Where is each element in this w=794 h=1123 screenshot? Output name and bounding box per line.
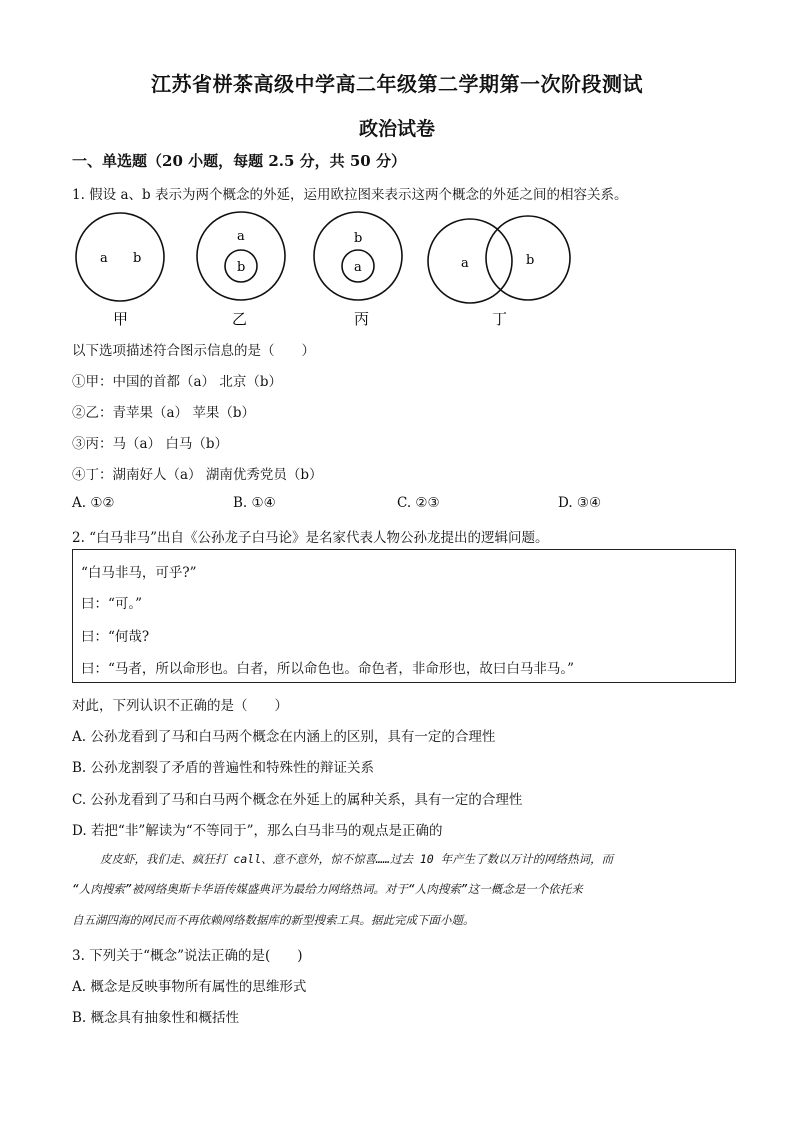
q1-item-2: ②乙：青苹果（a） 苹果（b） <box>72 405 255 421</box>
q1-option-c: C. ②③ <box>397 495 440 511</box>
q2-stem: 2. “白马非马”出自《公孙龙子白马论》是名家代表人物公孙龙提出的逻辑问题。 <box>72 530 549 546</box>
q1-item-3: ③丙：马（a） 白马（b） <box>72 436 228 452</box>
passage-line-1: 皮皮虾，我们走、疯狂打 call、意不意外，惊不惊喜……过去 10 年产生了数以万计的网络热词，而 <box>100 852 614 866</box>
q1-item-4: ④丁：湖南好人（a） 湖南优秀党员（b） <box>72 467 323 483</box>
ding-caption: 丁 <box>492 310 508 328</box>
q3-option-b: B. 概念具有抽象性和概括性 <box>72 1010 240 1026</box>
q2-option-b: B. 公孙龙割裂了矛盾的普遍性和特殊性的辩证关系 <box>72 760 375 776</box>
bing-caption: 丙 <box>354 310 370 328</box>
q1-option-a: A. ①② <box>72 495 115 511</box>
jia-b-label: b <box>133 251 142 266</box>
jia-a-label: a <box>100 251 108 266</box>
q2-quote-line-4: 曰：“马者，所以命形也。白者，所以命色也。命色者，非命形也，故曰白马非马。” <box>81 661 575 677</box>
bing-inner-label: a <box>354 260 362 275</box>
yi-caption: 乙 <box>232 310 248 328</box>
yi-inner-label: b <box>237 260 246 275</box>
passage-line-3: 自五湖四海的网民而不再依赖网络数据库的新型搜索工具。据此完成下面小题。 <box>72 913 475 927</box>
ding-a-label: a <box>461 256 469 271</box>
q2-option-a: A. 公孙龙看到了马和白马两个概念在内涵上的区别，具有一定的合理性 <box>72 729 496 745</box>
q1-option-d: D. ③④ <box>558 495 602 511</box>
q2-quote-line-2: 曰：“可。” <box>81 596 143 612</box>
q1-prompt: 以下选项描述符合图示信息的是（ ） <box>72 343 315 359</box>
q2-quote-box <box>72 549 736 683</box>
exam-subtitle: 政治试卷 <box>358 118 435 140</box>
q2-quote-line-1: “白马非马，可乎?” <box>81 565 197 581</box>
yi-outer-label: a <box>237 229 245 244</box>
jia-caption: 甲 <box>113 310 129 328</box>
q2-option-c: C. 公孙龙看到了马和白马两个概念在外延上的属种关系，具有一定的合理性 <box>72 792 523 808</box>
q2-quote-line-3: 曰：“何哉? <box>81 629 150 645</box>
q1-item-1: ①甲：中国的首都（a） 北京（b） <box>72 374 282 390</box>
q1-stem: 1. 假设 a、b 表示为两个概念的外延，运用欧拉图来表示这两个概念的外延之间的相容关系。 <box>72 187 628 203</box>
bing-outer-circle <box>314 212 402 300</box>
jia-circle <box>76 213 164 301</box>
q2-prompt: 对此，下列认识不正确的是（ ） <box>72 698 288 714</box>
passage-line-2: “人肉搜索”被网络奥斯卡华语传媒盛典评为最给力网络热词。对于“人肉搜索”这一概念是一个依托来 <box>72 882 583 896</box>
section-heading: 一、单选题（20 小题，每题 2.5 分，共 50 分） <box>72 152 406 170</box>
exam-title: 江苏省栟茶高级中学高二年级第二学期第一次阶段测试 <box>151 72 643 96</box>
q3-stem: 3. 下列关于“概念”说法正确的是( ) <box>72 948 303 964</box>
ding-b-label: b <box>526 253 535 268</box>
euler-diagrams <box>60 210 620 335</box>
yi-outer-circle <box>197 212 285 300</box>
q1-option-b: B. ①④ <box>233 495 276 511</box>
bing-outer-label: b <box>354 231 363 246</box>
q2-option-d: D. 若把“非”解读为“不等同于”，那么白马非马的观点是正确的 <box>72 823 443 839</box>
ding-left-circle <box>428 219 512 303</box>
q3-option-a: A. 概念是反映事物所有属性的思维形式 <box>72 979 307 995</box>
